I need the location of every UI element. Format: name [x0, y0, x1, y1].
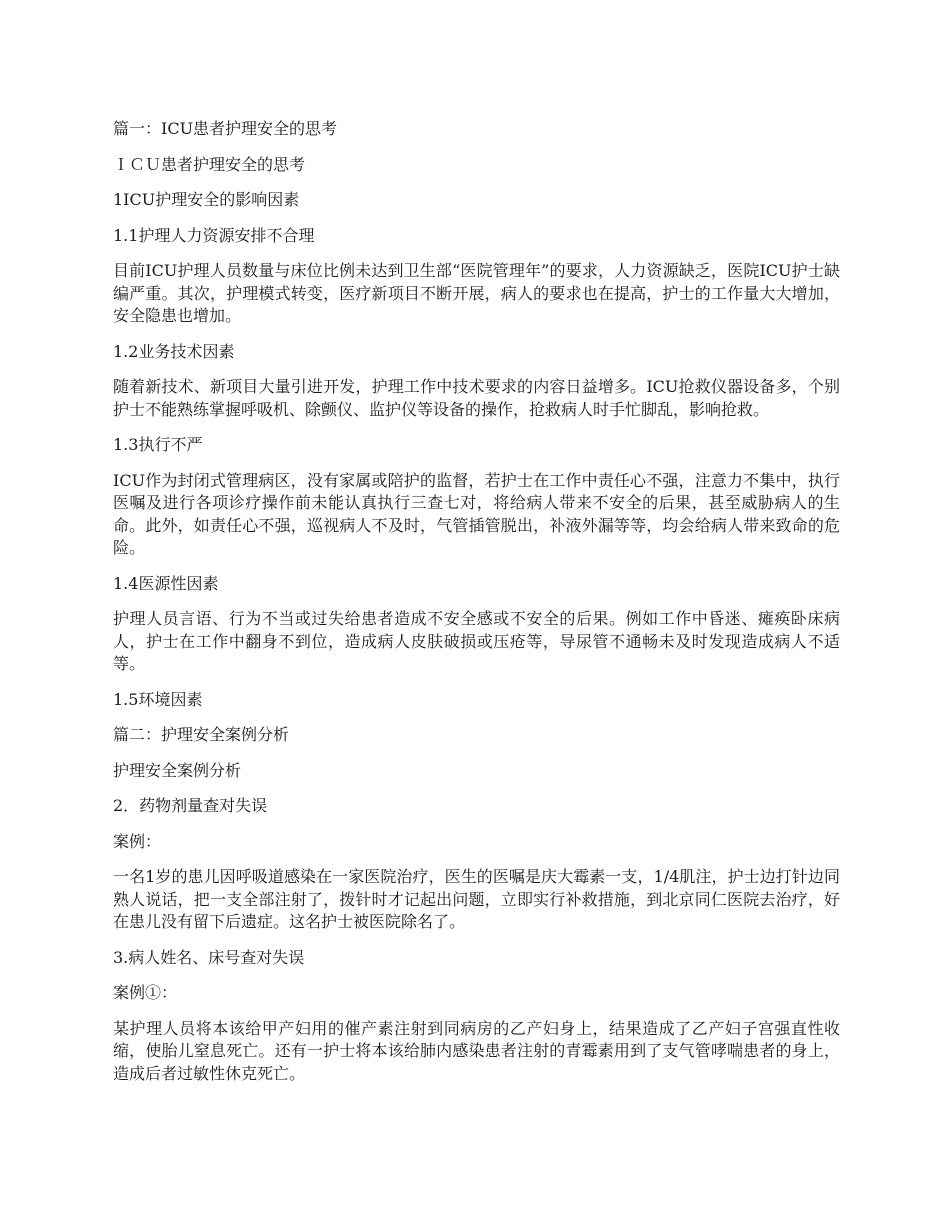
document-page — [113, 118, 840, 1098]
article-two-title: 篇二：护理安全案例分析 — [113, 725, 290, 744]
section-1-heading: 1ICU护理安全的影响因素 — [113, 190, 300, 209]
section-1-3-body: ICU作为封闭式管理病区，没有家属或陪护的监督，若护士在工作中责任心不强，注意力不集中，执行医嘱及进行各项诊疗操作前未能认真执行三查七对，将给病人带来不安全的后果，甚至威胁病人的生命。此外，如责任心不强，巡视病人不及时，气管插管脱出，补液外漏等等，均会给病人带来致命的危险。 — [113, 470, 840, 557]
case-1-label: 案例①： — [113, 983, 178, 1002]
section-1-5-heading: 1.5环境因素 — [113, 689, 203, 709]
section-1-3-heading: 1.3执行不严 — [113, 435, 203, 454]
article-one-subtitle: ＩＣＵ患者护理安全的思考 — [113, 154, 306, 174]
section-1-4-body: 护理人员言语、行为不当或过失给患者造成不安全感或不安全的后果。例如工作中昏迷、瘫痪卧床病人，护士在工作中翻身不到位，造成病人皮肤破损或压疮等，导尿管不通畅未及时发现造成病人不适等。 — [113, 609, 840, 673]
section-1-1-body: 目前ICU护理人员数量与床位比例未达到卫生部“医院管理年”的要求，人力资源缺乏，医院ICU护士缺编严重。其次，护理模式转变，医疗新项目不断开展，病人的要求也在提高，护士的工作量大大增加，安全隐患也增加。 — [113, 261, 840, 325]
section-1-4-heading: 1.4医源性因素 — [113, 573, 219, 593]
section-3-heading: 3.病人姓名、床号查对失误 — [113, 947, 305, 967]
section-2-heading: 2．药物剂量查对失误 — [113, 796, 268, 815]
article-one-title: 篇一：ICU患者护理安全的思考 — [113, 119, 338, 138]
section-1-2-heading: 1.2业务技术因素 — [113, 341, 235, 361]
case-body: 一名1岁的患儿因呼吸道感染在一家医院治疗，医生的医嘱是庆大霉素一支，1/4肌注，护士边打针边同熟人说话，把一支全部注射了，拨针时才记起出问题，立即实行补救措施，到北京同仁医院去治疗，好在患儿没有留下后遗症。这名护士被医院除名了。 — [113, 867, 840, 931]
section-1-2-body: 随着新技术、新项目大量引进开发，护理工作中技术要求的内容日益增多。ICU抢救仪器设备多，个别护士不能熟练掌握呼吸机、除颤仪、监护仪等设备的操作，抢救病人时手忙脚乱，影响抢救。 — [113, 377, 840, 419]
case-1-body: 某护理人员将本该给甲产妇用的催产素注射到同病房的乙产妇身上，结果造成了乙产妇子宫强直性收缩，使胎儿窒息死亡。还有一护士将本该给肺内感染患者注射的青霉素用到了支气管哮喘患者的身上，造成后者过敏性休克死亡。 — [113, 1018, 840, 1083]
section-1-1-heading: 1.1护理人力资源安排不合理 — [113, 225, 315, 245]
article-two-subtitle: 护理安全案例分析 — [113, 760, 242, 780]
case-label: 案例： — [113, 831, 162, 851]
